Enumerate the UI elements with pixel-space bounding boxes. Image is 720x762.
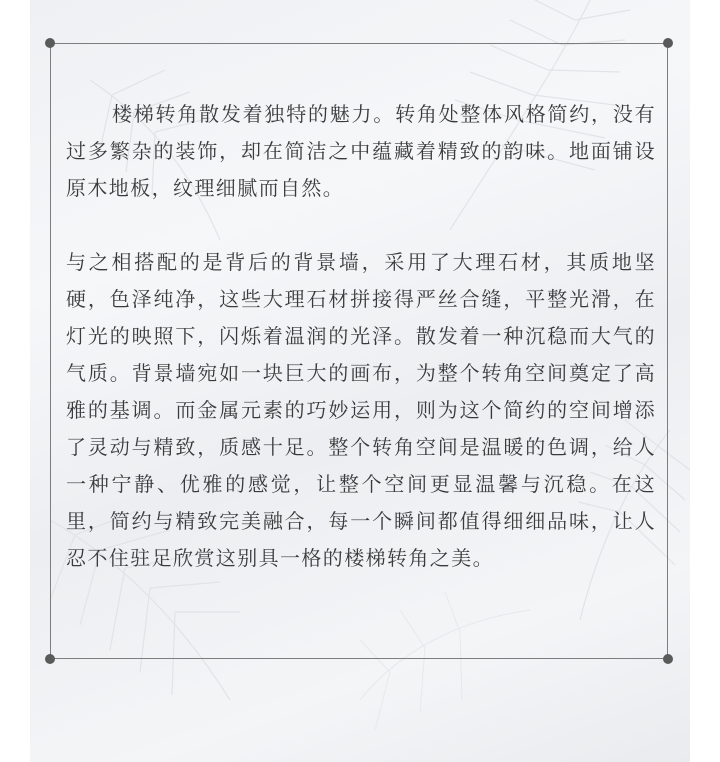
frame-corner-dot-bottom-left	[45, 654, 55, 664]
frame-corner-dot-top-right	[663, 38, 673, 48]
article-paragraph-1: 楼梯转角散发着独特的魅力。转角处整体风格简约，没有过多繁杂的装饰，却在简洁之中蕴藏着精致的韵味。地面铺设原木地板，纹理细腻而自然。	[66, 102, 656, 200]
article-body	[66, 96, 656, 577]
frame-corner-dot-bottom-right	[663, 654, 673, 664]
article-paragraph-2: 与之相搭配的是背后的背景墙，采用了大理石材，其质地坚硬，色泽纯净，这些大理石材拼接得严丝合缝，平整光滑，在灯光的映照下，闪烁着温润的光泽。散发着一种沉稳而大气的气质。背景墙宛如一块巨大的画布，为整个转角空间奠定了高雅的基调。而金属元素的巧妙运用，则为这个简约的空间增添了灵动与精致，质感十足。整个转角空间是温暖的色调，给人一种宁静、优雅的感觉，让整个空间更显温馨与沉稳。在这里，简约与精致完美融合，每一个瞬间都值得细细品味，让人忍不住驻足欣赏这别具一格的楼梯转角之美。	[66, 250, 656, 570]
frame-corner-dot-top-left	[45, 38, 55, 48]
